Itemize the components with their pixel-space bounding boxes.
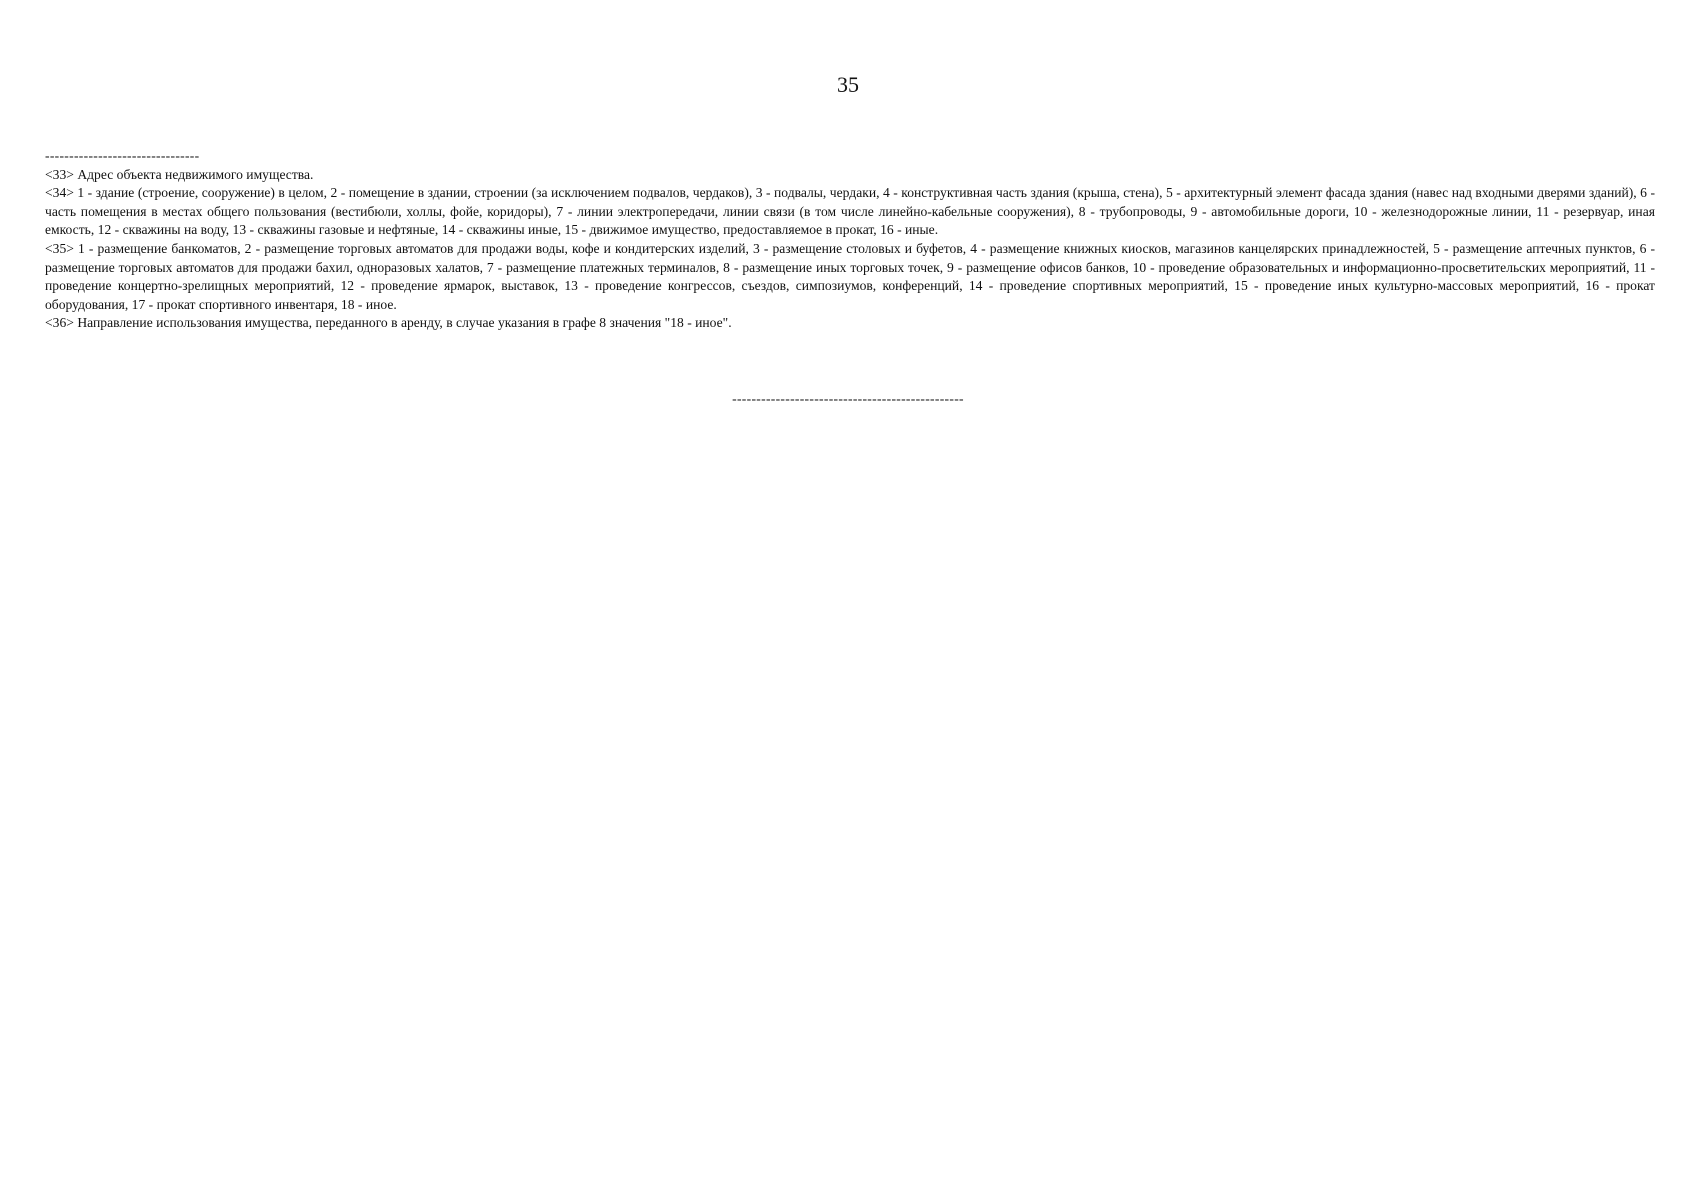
- footnote-36: <36> Направление использования имущества, переданного в аренду, в случае указания в графе 8 значения "18 - иное".: [45, 315, 732, 331]
- footnote-35: <35> 1 - размещение банкоматов, 2 - размещение торговых автоматов для продажи воды, кофе и кондитерских изделий, 3 - размещение столовых и буфетов, 4 - размещение книжных киосков, магазинов канцелярских принадлежностей, 5 - размещение аптечных пунктов, 6 - размещение торговых автоматов для продажи бахил, одноразовых халатов, 7 - размещение платежных терминалов, 8 - размещение иных торговых точек, 9 - размещение офисов банков, 10 - проведение образовательных и информационно-просветительских мероприятий, 11 - проведение концертно-зрелищных мероприятий, 12 - проведение ярмарок, выставок, 13 - проведение конгрессов, съездов, симпозиумов, конференций, 14 - проведение спортивных мероприятий, 15 - проведение иных культурно-массовых мероприятий, 16 - прокат оборудования, 17 - прокат спортивного инвентаря, 18 - иное.: [45, 240, 1655, 312]
- document-end-rule: ------------------------------------------------: [732, 391, 964, 406]
- footnote-separator: --------------------------------: [45, 148, 200, 163]
- footnote-33: <33> Адрес объекта недвижимого имущества.: [45, 166, 314, 182]
- page-number: 35: [837, 72, 859, 97]
- footnote-34: <34> 1 - здание (строение, сооружение) в целом, 2 - помещение в здании, строении (за исключением подвалов, чердаков), 3 - подвалы, чердаки, 4 - конструктивная часть здания (крыша, стена), 5 - архитектурный элемент фасада здания (навес над входными дверями зданий), 6 - часть помещения в местах общего пользования (вестибюли, холлы, фойе, коридоры), 7 - линии электропередачи, линии связи (в том числе линейно-кабельные сооружения), 8 - трубопроводы, 9 - автомобильные дороги, 10 - железнодорожные линии, 11 - резервуар, иная емкость, 12 - скважины на воду, 13 - скважины газовые и нефтяные, 14 - скважины иные, 15 - движимое имущество, предоставляемое в прокат, 16 - иные.: [45, 185, 1655, 238]
- footnotes-section: [45, 147, 1655, 333]
